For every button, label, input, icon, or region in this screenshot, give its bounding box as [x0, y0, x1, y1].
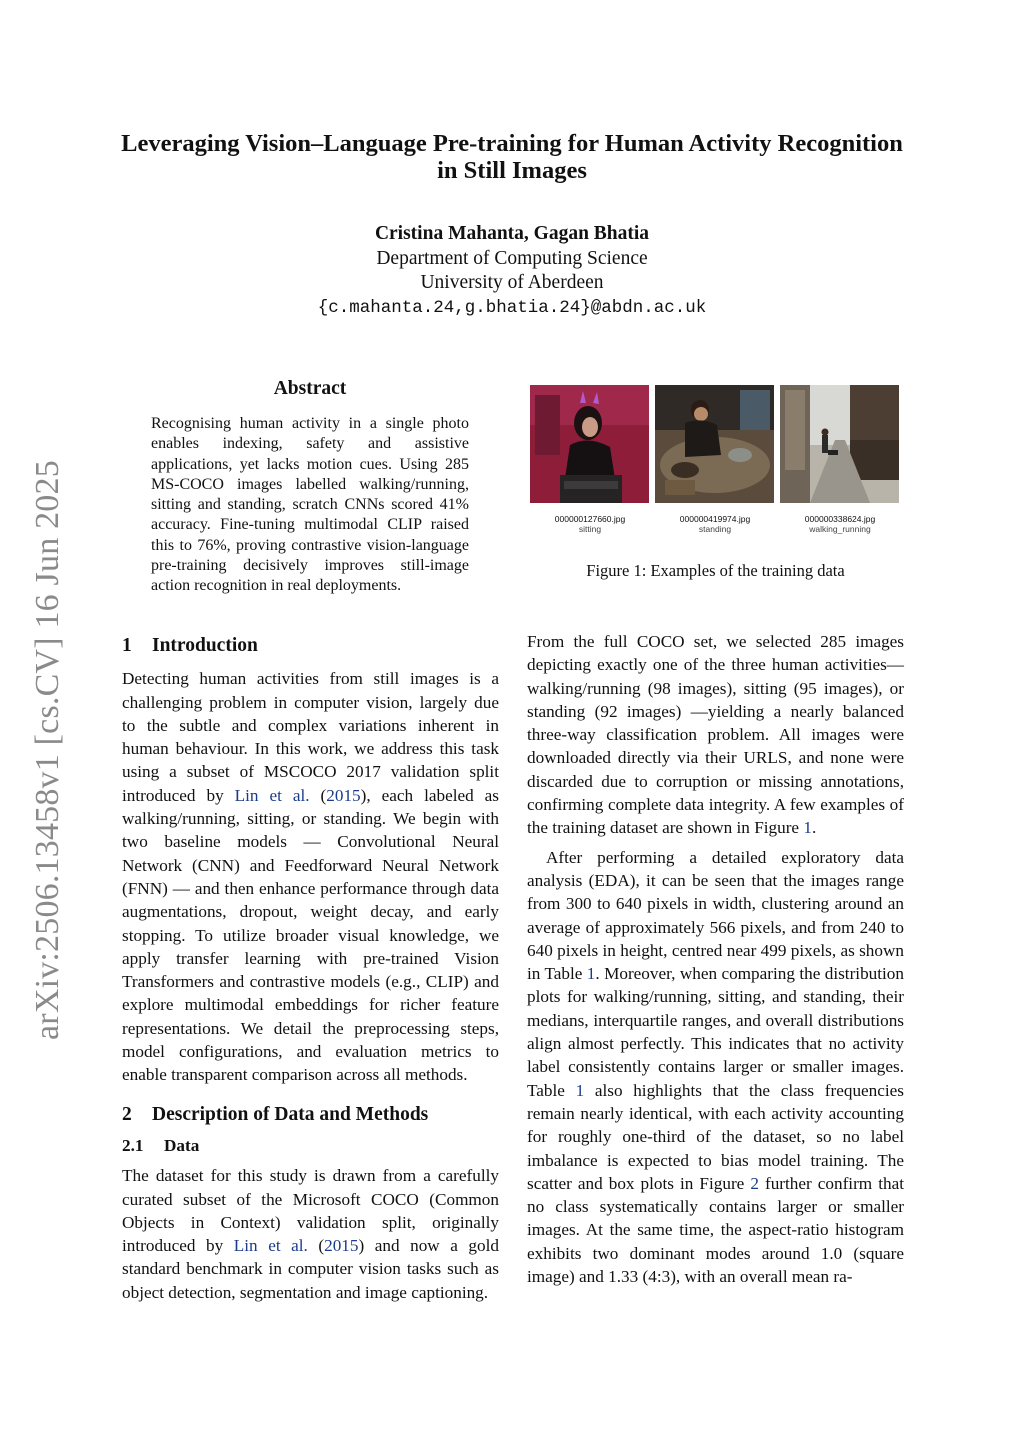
- figure-image-sitting: [530, 385, 649, 503]
- text-run: , each labeled as walking/running, sitting, or standing. We begin with two baseline models — Convolutional Neural Network (CNN) and Feedforward Neural Network (FNN) — and then enhance performance through data augmentations, dropout, weight decay, and early stopping. To utilize broader visual knowledge, we apply transfer learning with pre-trained Vision Transformers and contrastive models (e.g., CLIP) and explore multimodal embeddings for richer feature representations. We detail the preprocessing steps, model configurations, and evaluation metrics to enable transparent comparison across all methods.: [122, 785, 499, 1085]
- data-paragraph: The dataset for this study is drawn from a carefully curated subset of the Microsoft COCO (Common Objects in Context) validation split, originally introduced by Lin et al. (2015) and now a gold standard benchmark in computer vision tasks such as object detection, segmentation and image captioning.: [122, 1166, 499, 1302]
- subsection-2-1-heading: [122, 1134, 499, 1157]
- author-block: [200, 222, 824, 320]
- citation-year-link[interactable]: 2015: [326, 785, 361, 805]
- dataset-selection-paragraph: [527, 630, 904, 840]
- section-2-heading: [122, 1103, 499, 1126]
- author-university: University of Aberdeen: [420, 272, 604, 293]
- author-email[interactable]: {c.mahanta.24,g.bhatia.24}@abdn.ac.uk: [317, 297, 707, 318]
- table-ref-link[interactable]: 1: [586, 964, 596, 984]
- left-column: [122, 634, 499, 1304]
- panel-label: standing: [698, 524, 732, 534]
- text-run: further confirm that no class systematically contains larger or smaller images. At the same time, the aspect-ratio histogram exhibits two dominant modes around 1.0 (square image) and 1.33 (4:3), with an overall mean ra-: [527, 1173, 904, 1287]
- intro-paragraph: Detecting human activities from still images is a challenging problem in computer vision, largely due to the subtle and complex variations inherent in human behaviour. In this work, we address this task using a subset of MSCOCO 2017 validation split introduced by Lin et al. (2015), each labeled as walking/running, sitting, or standing. We begin with two baseline models — Convolutional Neural Network (CNN) and Feedforward Neural Network (FNN) — and then enhance performance through data augmentations, dropout, weight decay, and early stopping. To utilize broader visual knowledge, we apply transfer learning with pre-trained Vision Transformers and contrastive models (e.g., CLIP) and explore multimodal embeddings for richer feature representations. We detail the preprocessing steps, model configurations, and evaluation metrics to enable transparent comparison across all methods.: [122, 669, 499, 1085]
- text-run: Detecting human activities from still images is a challenging problem in computer vision, largely due to the subtle and complex variations inherent in human behaviour. In this work, we address this task using a subset of MSCOCO 2017 validation split introduced by: [122, 669, 499, 805]
- panel-filename: 000000419974.jpg: [679, 514, 751, 524]
- author-department: Department of Computing Science: [376, 247, 648, 269]
- section-1-heading: [122, 634, 499, 657]
- figure-ref-link[interactable]: 2: [750, 1173, 759, 1193]
- citation-link[interactable]: Lin et al.: [233, 1236, 308, 1256]
- section-title: Introduction: [152, 635, 258, 656]
- subsection-title: Data: [164, 1135, 200, 1155]
- title-line-2: in Still Images: [437, 157, 587, 184]
- paper-title: [100, 130, 924, 184]
- figure-image-walking-running: [780, 385, 899, 503]
- right-column: [527, 630, 904, 1288]
- panel-filename: 000000338624.jpg: [804, 514, 876, 524]
- title-line-1: Leveraging Vision–Language Pre-training for Human Activity Recognition: [121, 130, 903, 157]
- arxiv-identifier: arXiv:2506.13458v1 [cs.CV] 16 Jun 2025: [29, 460, 66, 1040]
- figure-panel-caption-1: [527, 514, 653, 534]
- panel-label: sitting: [578, 524, 602, 534]
- figure-1-caption: Figure 1: Examples of the training data: [586, 561, 845, 580]
- figure-panel-caption-3: [777, 514, 903, 534]
- section-number: 2: [122, 1103, 132, 1125]
- table-ref-link[interactable]: 1: [575, 1080, 585, 1100]
- author-names: Cristina Mahanta, Gagan Bhatia: [374, 223, 650, 244]
- eda-paragraph: [527, 846, 904, 1289]
- panel-filename: 000000127660.jpg: [554, 514, 626, 524]
- figure-ref-link[interactable]: 1: [803, 818, 812, 838]
- section-title: Description of Data and Methods: [152, 1103, 429, 1125]
- text-run: .: [811, 818, 817, 838]
- text-run: After performing a detailed exploratory data analysis (EDA), it can be seen that the images range from 300 to 640 pixels in width, clustering around an average of approximately 566 pixels, and from 240 to 640 pixels in height, centred near 499 pixels, as shown in Table: [527, 847, 904, 984]
- citation-link[interactable]: Lin et al.: [234, 785, 310, 805]
- text-run: The dataset for this study is drawn from a carefully curated subset of the Microsoft COCO (Common Objects in Context) validation split, originally introduced by: [122, 1166, 499, 1256]
- figure-panel-caption-2: [652, 514, 778, 534]
- text-run: . Moreover, when comparing the distribution plots for walking/running, sitting, and standing, their medians, interquartile ranges, and overall distributions align almost perfectly. This indicates that no activity label consistently contains larger or smaller images. Table: [527, 964, 904, 1100]
- panel-label: walking_running: [809, 524, 871, 534]
- section-number: 1: [122, 635, 132, 656]
- abstract-text: Recognising human activity in a single photo enables indexing, safety and assistive applications, yet lacks motion cues. Using 285 MS-COCO images labelled walking/running, sitting and standing, scratch CNNs scored 41% accuracy. Fine-tuning multimodal CLIP raised this to 76%, proving contrastive vision-language pre-training decisively improves still-image action recognition in real deployments.: [151, 415, 469, 595]
- text-run: From the full COCO set, we selected 285 images depicting exactly one of the three human activities—walking/running (98 images), sitting (95 images), or standing (92 images) —yielding a nearly balanced three-way classification problem. All images were downloaded directly via their URLS, and none were discarded due to corruption or missing annotations, confirming complete data integrity. A few examples of the training dataset are shown in Figure: [527, 632, 904, 838]
- abstract-heading: Abstract: [273, 378, 347, 399]
- citation-year-link[interactable]: 2015: [324, 1236, 359, 1256]
- text-run: also highlights that the class frequencies remain nearly identical, with each activity accounting for roughly one-third of the dataset, so no label imbalance is expected to bias model training. The scatter and box plots in Figure: [527, 1080, 904, 1193]
- figure-image-standing: [655, 385, 774, 503]
- text-run: and now a gold standard benchmark in computer vision tasks such as object detection, segmentation and image captioning.: [122, 1236, 499, 1302]
- subsection-number: 2.1: [122, 1135, 144, 1155]
